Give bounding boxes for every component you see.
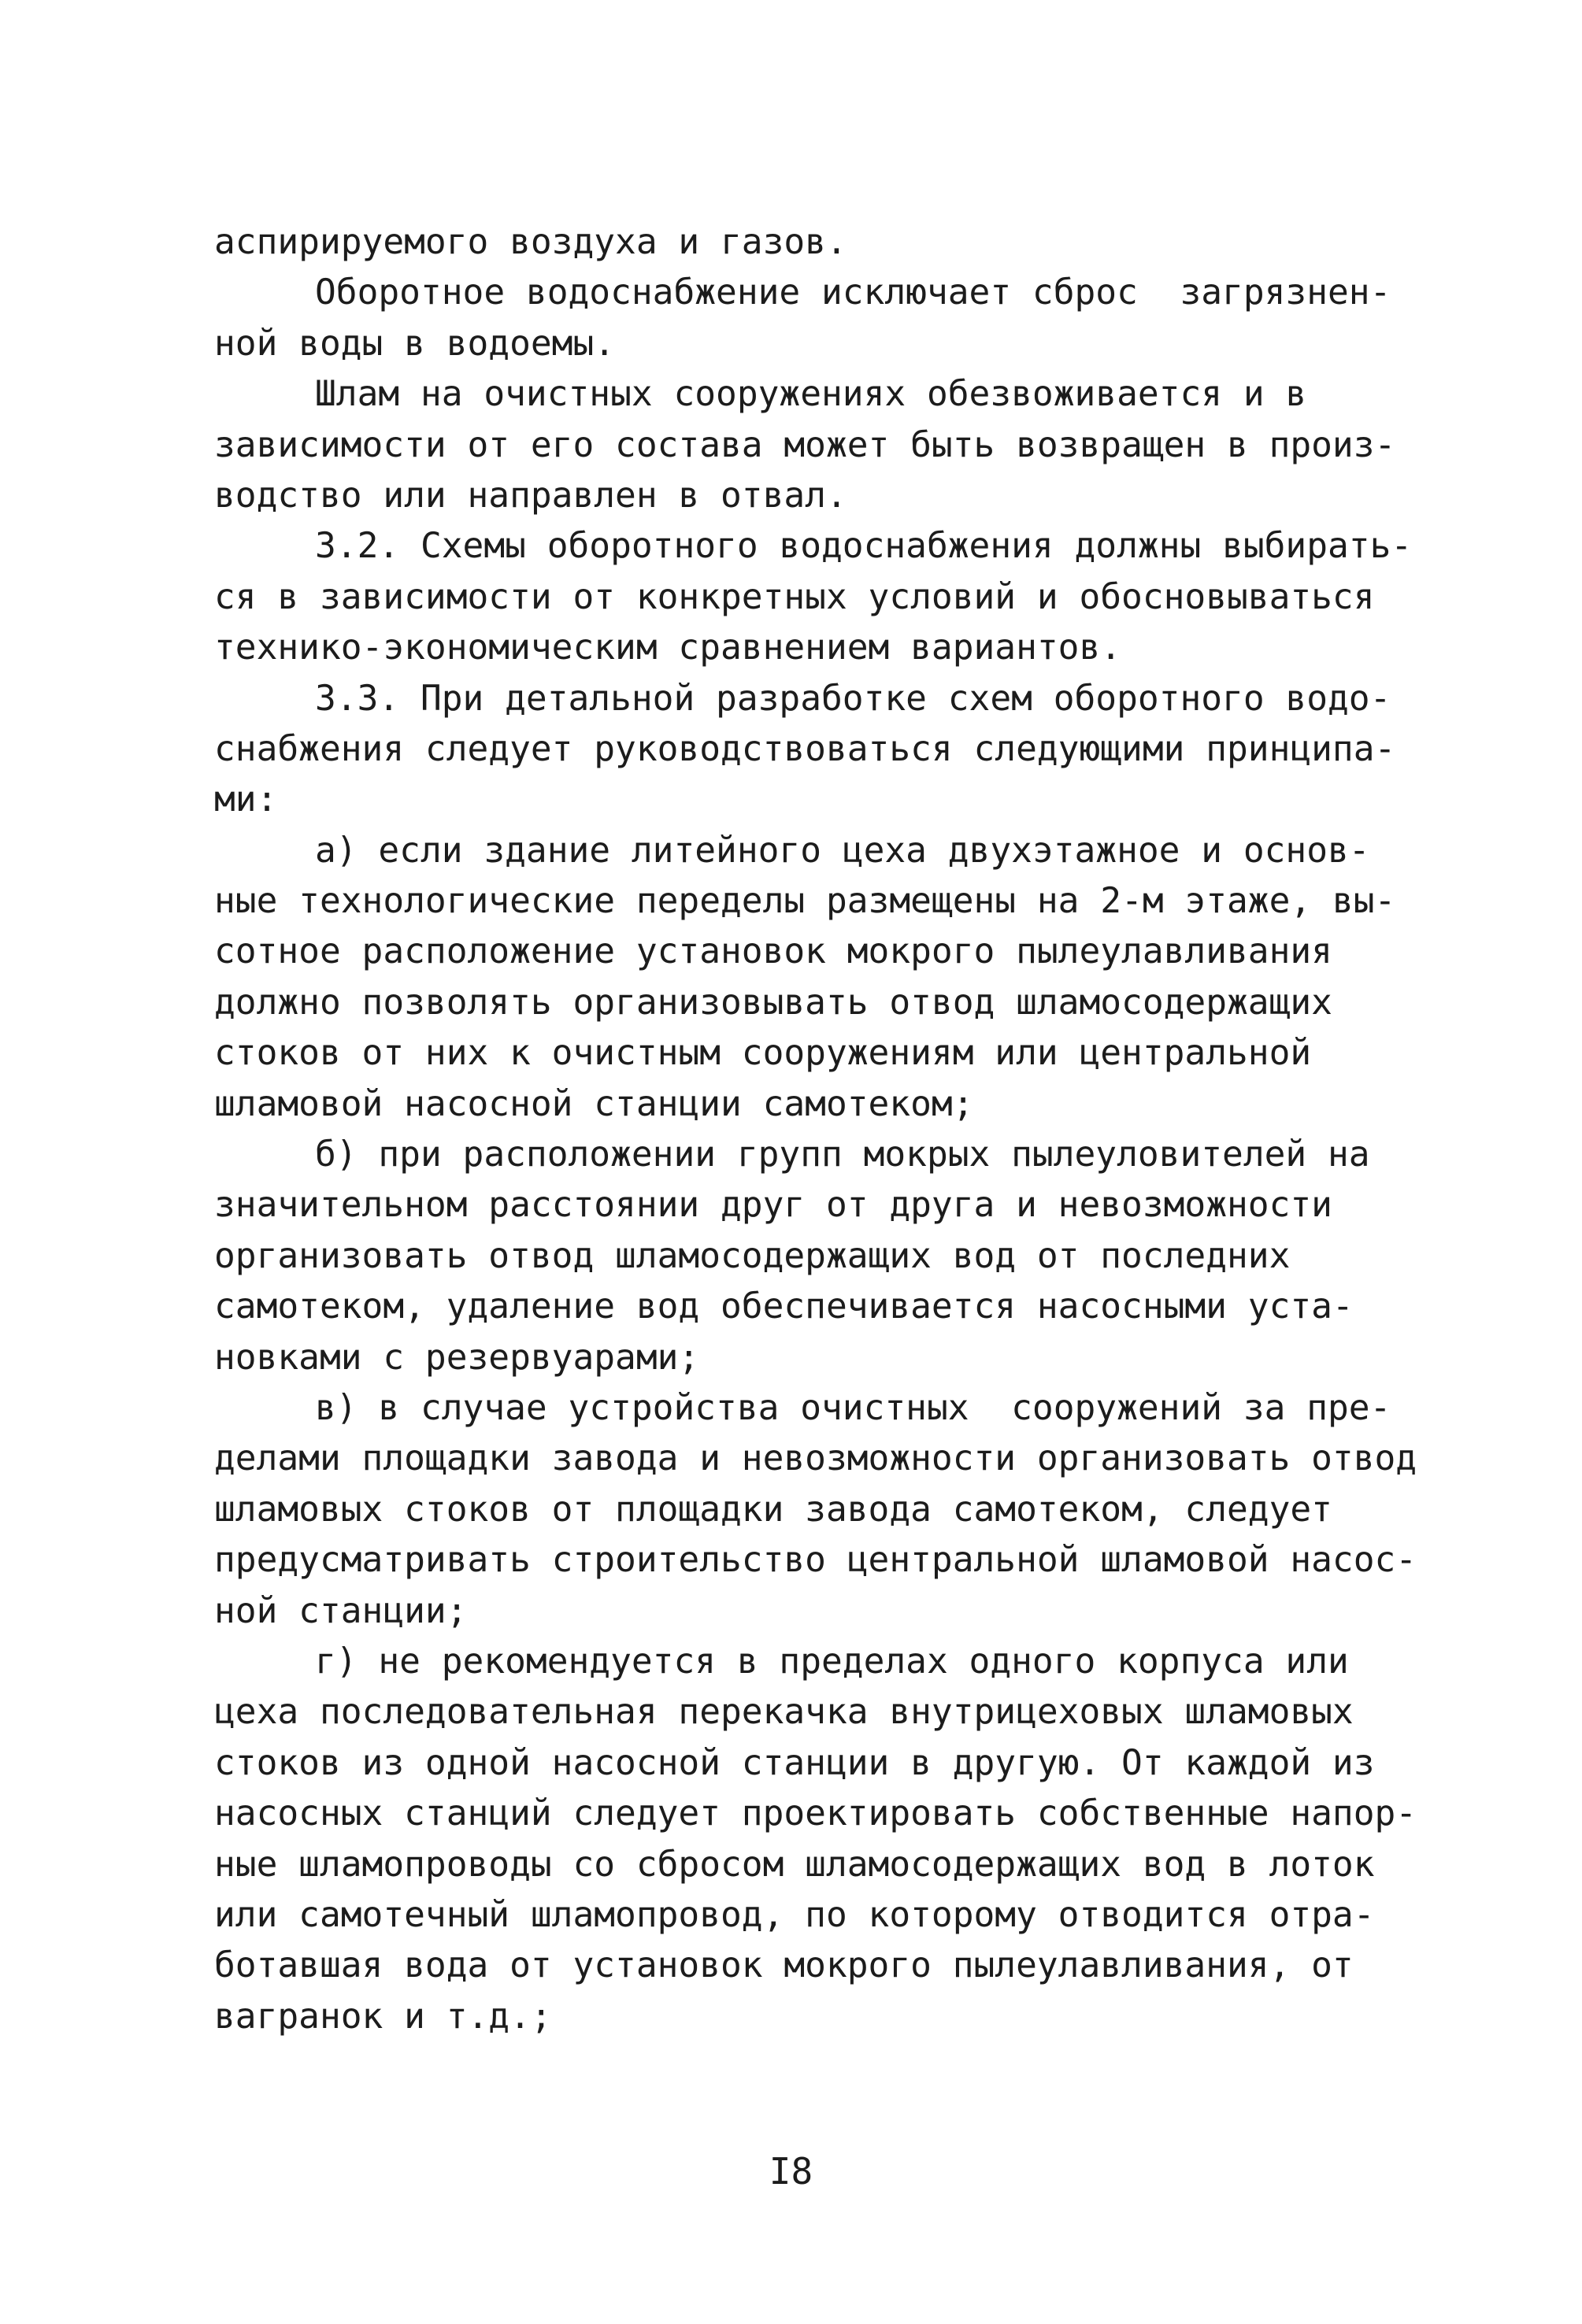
text-line: ные технологические переделы размещены на 2-м этаже, вы- <box>214 881 1396 922</box>
text-line: ные шламопроводы со сбросом шламосодержащих вод в лоток <box>214 1844 1375 1885</box>
section-3-3-line: 3.3. При детальной разработке схем оборотного водо- <box>315 678 1391 719</box>
text-line: насосных станций следует проектировать собственные напор- <box>214 1793 1417 1834</box>
text-line: водство или направлен в отвал. <box>214 475 847 516</box>
paragraph-start-line: Шлам на очистных сооружениях обезвоживается и в <box>315 374 1307 415</box>
text-line: делами площадки завода и невозможности организовать отвод <box>214 1438 1417 1479</box>
text-line: ботавшая вода от установок мокрого пылеулавливания, от <box>214 1945 1354 1986</box>
text-line: предусматривать строительство центральной шламовой насос- <box>214 1540 1417 1581</box>
text-line: вагранок и т.д.; <box>214 1996 552 2037</box>
text-line: ной воды в водоемы. <box>214 323 616 364</box>
text-line: новками с резервуарами; <box>214 1337 700 1378</box>
text-line: ной станции; <box>214 1590 468 1631</box>
text-line: шламовой насосной станции самотеком; <box>214 1083 974 1124</box>
page-number: I8 <box>769 2150 813 2193</box>
text-line: организовать отвод шламосодержащих вод от последних <box>214 1235 1291 1276</box>
text-line: ми: <box>214 779 278 820</box>
text-line: зависимости от его состава может быть возвращен в произ- <box>214 424 1396 465</box>
body-text <box>214 217 1417 2042</box>
text-line: цеха последовательная перекачка внутрицеховых шламовых <box>214 1692 1354 1733</box>
text-line: ся в зависимости от конкретных условий и обосновываться <box>214 576 1375 617</box>
paragraph-start-line: Оборотное водоснабжение исключает сброс загрязнен- <box>315 272 1391 313</box>
text-line: аспирируемого воздуха и газов. <box>214 222 847 262</box>
text-line: значительном расстоянии друг от друга и невозможности <box>214 1185 1332 1226</box>
text-line: стоков из одной насосной станции в другую. От каждой из <box>214 1742 1375 1783</box>
list-item-b-line: б) при расположении групп мокрых пылеуловителей на <box>315 1134 1370 1175</box>
list-item-g-line: г) не рекомендуется в пределах одного корпуса или <box>315 1641 1349 1682</box>
text-line: технико-экономическим сравнением вариантов. <box>214 627 1122 668</box>
text-line: самотеком, удаление вод обеспечивается насосными уста- <box>214 1286 1354 1327</box>
text-line: стоков от них к очистным сооружениям или центральной <box>214 1033 1312 1074</box>
text-line: сотное расположение установок мокрого пылеулавливания <box>214 931 1332 972</box>
section-3-2-line: 3.2. Схемы оборотного водоснабжения должны выбирать- <box>315 526 1413 567</box>
text-line: должно позволять организовывать отвод шламосодержащих <box>214 982 1332 1023</box>
text-line: шламовых стоков от площадки завода самотеком, следует <box>214 1489 1332 1530</box>
text-line: снабжения следует руководствоваться следующими принципа- <box>214 728 1396 769</box>
list-item-v-line: в) в случае устройства очистных сооружений за пре- <box>315 1387 1391 1428</box>
list-item-a-line: а) если здание литейного цеха двухэтажное и основ- <box>315 830 1370 871</box>
text-line: или самотечный шламопровод, по которому отводится отра- <box>214 1894 1375 1935</box>
